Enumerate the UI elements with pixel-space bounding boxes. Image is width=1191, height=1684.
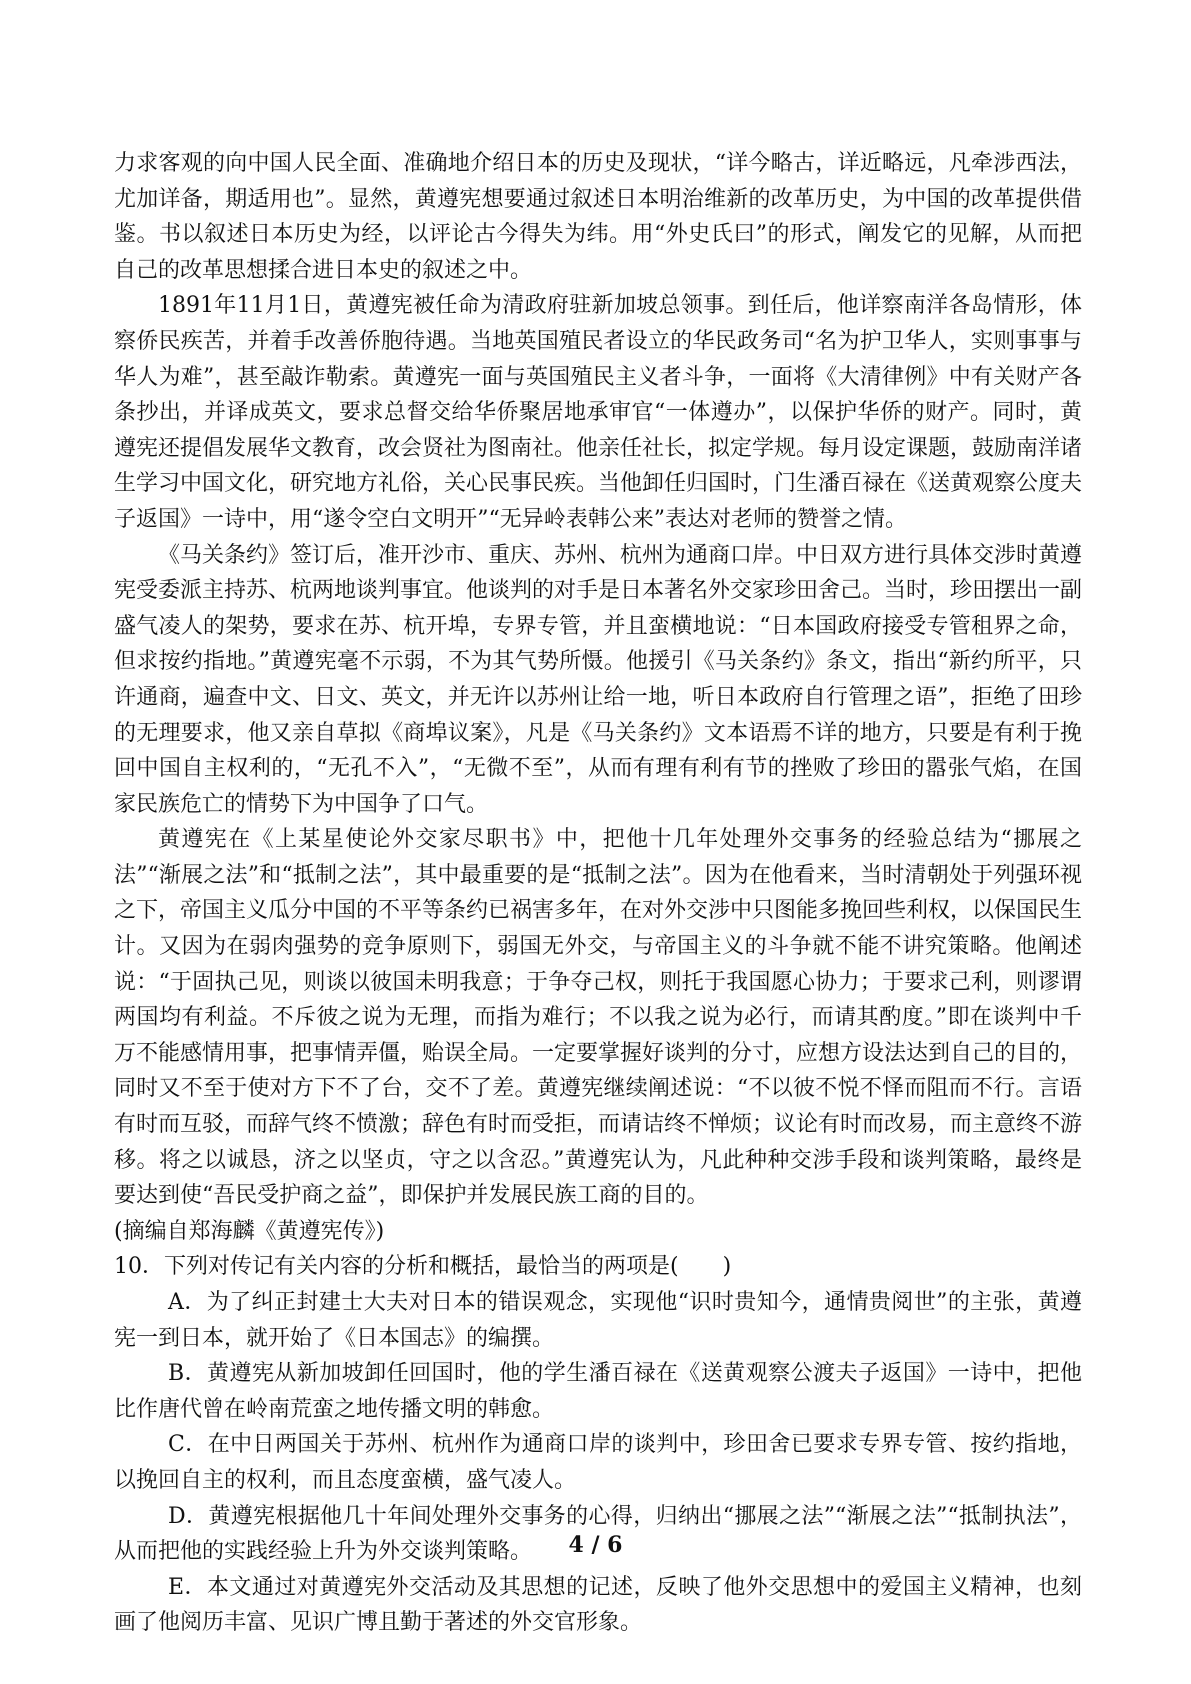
question-option-a: A．为了纠正封建士大夫对日本的错误观念，实现他“识时贵知今，通情贵阅世”的主张，黄遵宪一到日本，就开始了《日本国志》的编撰。 <box>114 1290 1082 1351</box>
question-stem: 10．下列对传记有关内容的分析和概括，最恰当的两项是( ) <box>114 1254 732 1280</box>
question-option-b: B．黄遵宪从新加坡卸任回国时，他的学生潘百禄在《送黄观察公渡夫子返国》一诗中，把他比作唐代曾在岭南荒蛮之地传播文明的韩愈。 <box>114 1361 1082 1422</box>
article-paragraph-1: 力求客观的向中国人民全面、准确地介绍日本的历史及现状，“详今略古，详近略远，凡牵涉西法，尤加详备，期适用也”。显然，黄遵宪想要通过叙述日本明治维新的改革历史，为中国的改革提供借鉴。书以叙述日本历史为经，以评论古今得失为纬。用“外史氏曰”的形式，阐发它的见解，从而把自己的改革思想揉合进日本史的叙述之中。 <box>114 151 1082 283</box>
article-paragraph-3: 《马关条约》签订后，准开沙市、重庆、苏州、杭州为通商口岸。中日双方进行具体交涉时黄遵宪受委派主持苏、杭两地谈判事宜。他谈判的对手是日本著名外交家珍田舍己。当时，珍田摆出一副盛气凌人的架势，要求在苏、杭开埠，专界专管，并且蛮横地说：“日本国政府接受专管租界之命，但求按约指地。”黄遵宪毫不示弱，不为其气势所慑。他援引《马关条约》条文，指出“新约所平，只许通商，遍查中文、日文、英文，并无许以苏州让给一地，听日本政府自行管理之语”，拒绝了田珍的无理要求，他又亲自草拟《商埠议案》，凡是《马关条约》文本语焉不详的地方，只要是有利于挽回中国自主权利的，“无孔不入”，“无微不至”，从而有理有利有节的挫败了珍田的嚣张气焰，在国家民族危亡的情势下为中国争了口气。 <box>114 542 1083 817</box>
page-number: 4 / 6 <box>568 1532 623 1558</box>
document-body <box>114 146 1082 1641</box>
article-paragraph-4: 黄遵宪在《上某星使论外交家尽职书》中，把他十几年处理外交事务的经验总结为“挪展之法”“渐展之法”和“抵制之法”，其中最重要的是“抵制之法”。因为在他看来，当时清朝处于列强环视之下，帝国主义瓜分中国的不平等条约已祸害多年，在对外交涉中只图能多挽回些利权，以保国民生计。又因为在弱肉强势的竞争原则下，弱国无外交，与帝国主义的斗争就不能不讲究策略。他阐述说：“于固执己见，则谈以彼国未明我意；于争夺己权，则托于我国愿心协力；于要求己利，则谬谓两国均有利益。不斥彼之说为无理，而指为难行；不以我之说为必行，而请其酌度。”即在谈判中千万不能感情用事，把事情弄僵，贻误全局。一定要掌握好谈判的分寸，应想方设法达到自己的目的，同时又不至于使对方下不了台，交不了差。黄遵宪继续阐述说：“不以彼不悦不怿而阻而不行。言语有时而互驳，而辞气终不愤激；辞色有时而受拒，而请诘终不惮烦；议论有时而改易，而主意终不游移。将之以诚恳，济之以坚贞，守之以含忍。”黄遵宪认为，凡此种种交涉手段和谈判策略，最终是要达到使“吾民受护商之益”，即保护并发展民族工商的目的。 <box>114 827 1083 1209</box>
question-option-e: E．本文通过对黄遵宪外交活动及其思想的记述，反映了他外交思想中的爱国主义精神，也刻画了他阅历丰富、见识广博且勤于著述的外交官形象。 <box>114 1574 1082 1636</box>
question-option-c: C．在中日两国关于苏州、杭州作为通商口岸的谈判中，珍田舍已要求专界专管、按约指地，以挽回自主的权利，而且态度蛮横，盛气凌人。 <box>114 1432 1082 1493</box>
article-paragraph-2: 1891年11月1日，黄遵宪被任命为清政府驻新加坡总领事。到任后，他详察南洋各岛情形，体察侨民疾苦，并着手改善侨胞待遇。当地英国殖民者设立的华民政务司“名为护卫华人，实则事事与华人为难”，甚至敲诈勒索。黄遵宪一面与英国殖民主义者斗争，一面将《大清律例》中有关财产各条抄出，并译成英文，要求总督交给华侨聚居地承审官“一体遵办”，以保护华侨的财产。同时，黄遵宪还提倡发展华文教育，改会贤社为图南社。他亲任社长，拟定学规。每月设定课题，鼓励南洋诸生学习中国文化，研究地方礼俗，关心民事民疾。当他卸任归国时，门生潘百禄在《送黄观察公度夫子返国》一诗中，用“遂令空白文明开”“无异岭表韩公来”表达对老师的赞誉之情。 <box>114 293 1083 532</box>
article-source: (摘编自郑海麟《黄遵宪传》) <box>114 1218 385 1244</box>
question-option-d: D．黄遵宪根据他几十年间处理外交事务的心得，归纳出“挪展之法”“渐展之法”“抵制执法”，从而把他的实践经验上升为外交谈判策略。 <box>114 1503 1082 1565</box>
